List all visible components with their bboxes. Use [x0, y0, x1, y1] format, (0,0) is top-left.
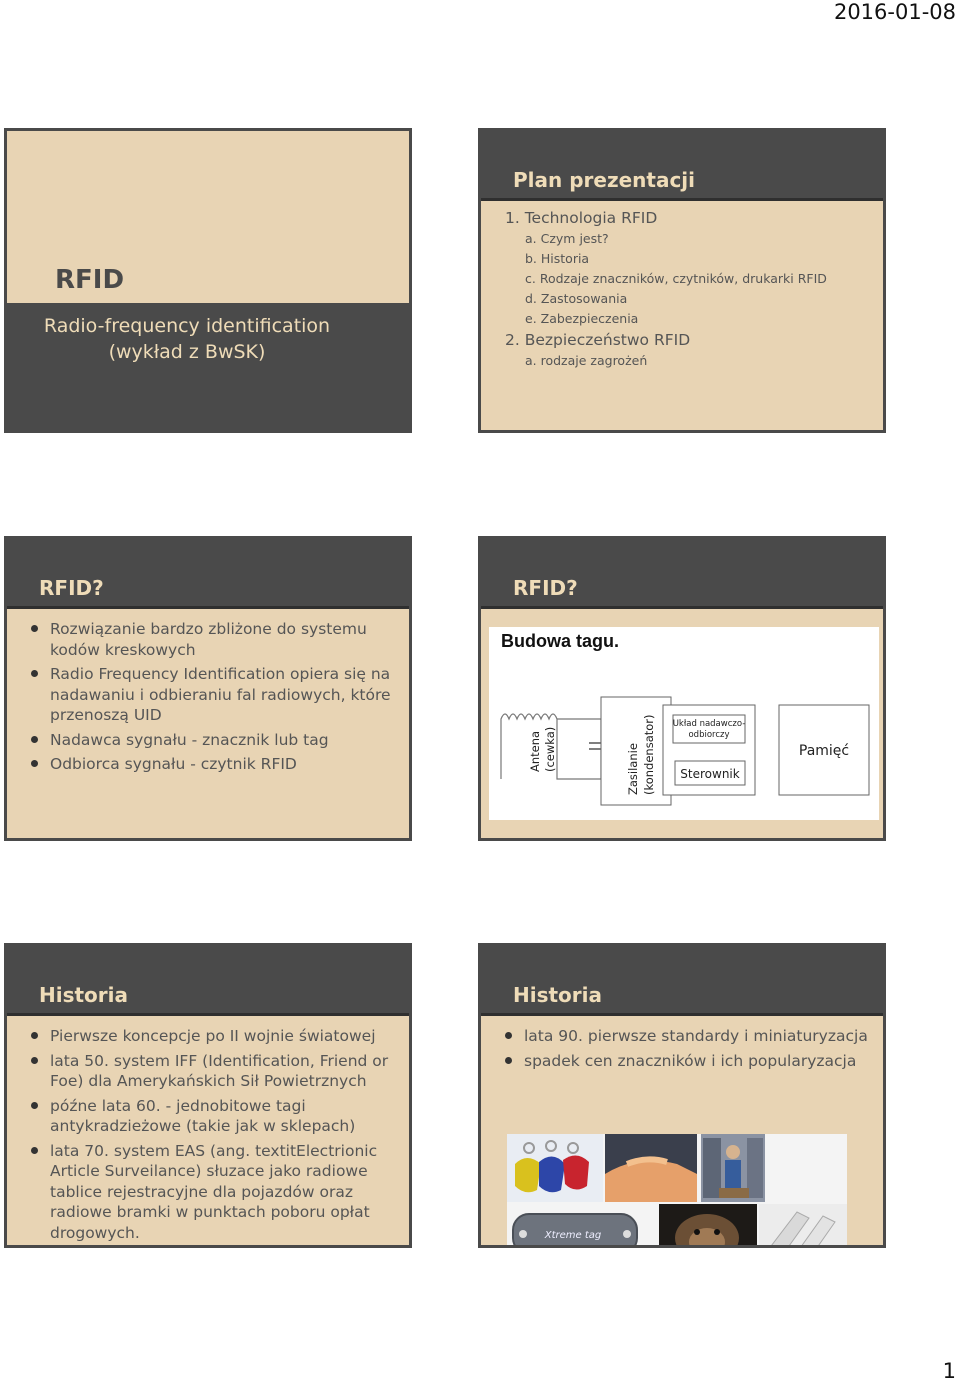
bullet-item: Radio Frequency Identification opiera się na nadawaniu i odbieraniu fal radiowych, które przenoszą UID	[31, 664, 397, 726]
slide-tag-structure	[478, 536, 886, 841]
diagram-svg	[489, 627, 879, 820]
bullet-item: lata 70. system EAS (ang. textitElectrionic Article Surveilance) słuzace jako radiowe tablice rejestracyjne dla pojazdów oraz radiowe bramki w punktach poboru opłat drogowych.	[31, 1141, 397, 1244]
slide-rfid-intro	[4, 536, 412, 841]
plan-list	[505, 207, 875, 371]
tag-structure-diagram	[489, 627, 879, 820]
plan-item: 2. Bezpieczeństwo RFID	[505, 331, 691, 349]
bullet-item: Pierwsze koncepcje po II wojnie światowej	[31, 1026, 397, 1047]
antenna-label	[528, 727, 557, 772]
warehouse-scanner-image	[701, 1134, 765, 1202]
slide-history-2	[478, 943, 886, 1248]
svg-text:(cewka): (cewka)	[543, 726, 557, 772]
memory-label: Pamięć	[798, 743, 850, 759]
diagram-heading: Budowa tagu.	[501, 631, 619, 651]
plan-item: a. Czym jest?	[525, 231, 609, 246]
slide-plan	[478, 128, 886, 433]
plan-item: d. Zastosowania	[525, 291, 628, 306]
bullet-item: Odbiorca sygnału - czytnik RFID	[31, 754, 397, 775]
plan-item: b. Historia	[525, 251, 590, 266]
keyfob-tags-image	[507, 1134, 603, 1202]
slide-main-title: RFID	[55, 265, 125, 295]
xtreme-tag-label: Xtreme tag	[544, 1230, 602, 1241]
slide-title: Plan prezentacji	[513, 168, 696, 192]
plan-item: e. Zabezpieczenia	[525, 311, 639, 326]
svg-text:(kondensator): (kondensator)	[642, 714, 656, 795]
slide-subtitle	[7, 313, 367, 365]
slide-header	[481, 539, 883, 609]
slide-header	[7, 946, 409, 1016]
bullet-list	[505, 1026, 871, 1075]
slide-header	[481, 946, 883, 1016]
slide-history-1	[4, 943, 412, 1248]
slide-header	[481, 131, 883, 201]
plan-item: c. Rodzaje znaczników, czytników, drukarki RFID	[525, 271, 827, 286]
slide-title: Historia	[39, 983, 129, 1007]
bullet-item: Rozwiązanie bardzo zbliżone do systemu kodów kreskowych	[31, 619, 397, 660]
label-tags-image	[759, 1204, 847, 1248]
slide-title: RFID?	[513, 576, 578, 600]
subtitle-line-1: Radio-frequency identification	[43, 315, 331, 337]
svg-text:Antena: Antena	[528, 730, 542, 772]
transceiver-label: odbiorczy	[688, 730, 730, 740]
slide-header	[7, 539, 409, 609]
bullet-item: późne lata 60. - jednobitowe tagi antykradzieżowe (takie jak w sklepach)	[31, 1096, 397, 1137]
bullet-item: spadek cen znaczników i ich popularyzacja	[505, 1051, 871, 1072]
slide-title: RFID?	[39, 576, 104, 600]
bullet-item: lata 50. system IFF (Identification, Friend or Foe) dla Amerykańskich Sił Powietrznych	[31, 1051, 397, 1092]
slide-title: Historia	[513, 983, 603, 1007]
page-number: 1	[942, 1359, 956, 1383]
bullet-item: lata 90. pierwsze standardy i miniaturyzacja	[505, 1026, 871, 1047]
bullet-list	[31, 619, 397, 779]
page-date: 2016-01-08	[833, 0, 956, 24]
bullet-item: Nadawca sygnału - znacznik lub tag	[31, 730, 397, 751]
plan-item: 1. Technologia RFID	[505, 209, 658, 227]
hand-implant-image	[605, 1134, 697, 1202]
animal-tagging-image	[659, 1204, 757, 1248]
slide-title	[4, 128, 412, 433]
bullet-list	[31, 1026, 397, 1247]
subtitle-line-2: (wykład z BwSK)	[108, 341, 266, 363]
xtreme-tag-image	[507, 1204, 657, 1248]
svg-text:Zasilanie: Zasilanie	[626, 743, 640, 795]
transceiver-label: Układ nadawczo-	[672, 719, 746, 729]
controller-label: Sterownik	[680, 767, 740, 781]
plan-item: a. rodzaje zagrożeń	[525, 353, 648, 368]
photo-collage	[507, 1134, 847, 1248]
